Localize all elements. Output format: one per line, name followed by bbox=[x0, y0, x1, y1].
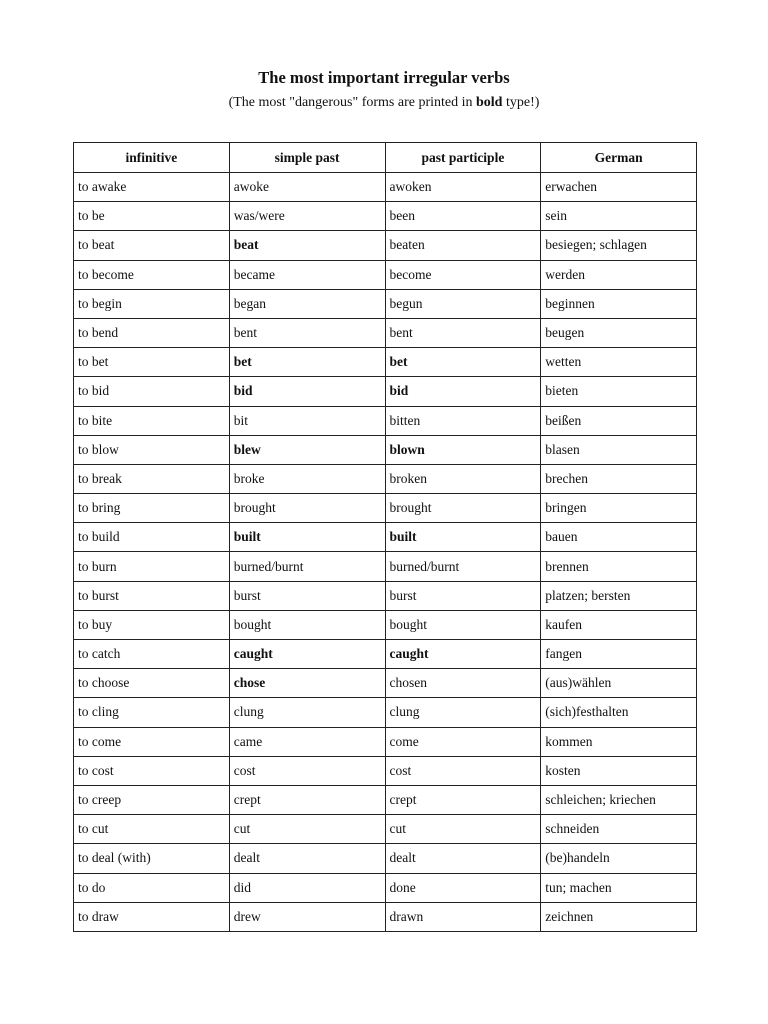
past-participle-cell: bought bbox=[385, 610, 541, 639]
past-participle-cell: clung bbox=[385, 698, 541, 727]
german-cell: bringen bbox=[541, 494, 697, 523]
table-row bbox=[74, 552, 697, 581]
simple-past-cell: bid bbox=[229, 377, 385, 406]
subtitle-text-before: (The most "dangerous" forms are printed in bbox=[228, 95, 476, 110]
german-cell: wetten bbox=[541, 348, 697, 377]
german-cell: bieten bbox=[541, 377, 697, 406]
table-row bbox=[74, 523, 697, 552]
simple-past-cell: awoke bbox=[229, 173, 385, 202]
german-cell: kommen bbox=[541, 727, 697, 756]
table-row bbox=[74, 669, 697, 698]
column-header-simple-past: simple past bbox=[229, 143, 385, 173]
german-cell: (be)handeln bbox=[541, 844, 697, 873]
simple-past-cell: cost bbox=[229, 756, 385, 785]
past-participle-cell: cost bbox=[385, 756, 541, 785]
german-cell: brechen bbox=[541, 464, 697, 493]
simple-past-cell: began bbox=[229, 289, 385, 318]
infinitive-cell: to do bbox=[74, 873, 230, 902]
infinitive-cell: to cling bbox=[74, 698, 230, 727]
infinitive-cell: to build bbox=[74, 523, 230, 552]
past-participle-cell: crept bbox=[385, 785, 541, 814]
infinitive-cell: to begin bbox=[74, 289, 230, 318]
infinitive-cell: to bite bbox=[74, 406, 230, 435]
infinitive-cell: to awake bbox=[74, 173, 230, 202]
column-header-past-participle: past participle bbox=[385, 143, 541, 173]
past-participle-cell: burst bbox=[385, 581, 541, 610]
page-subtitle bbox=[0, 95, 768, 111]
infinitive-cell: to beat bbox=[74, 231, 230, 260]
past-participle-cell: come bbox=[385, 727, 541, 756]
simple-past-cell: burned/burnt bbox=[229, 552, 385, 581]
simple-past-cell: bet bbox=[229, 348, 385, 377]
german-cell: brennen bbox=[541, 552, 697, 581]
infinitive-cell: to break bbox=[74, 464, 230, 493]
infinitive-cell: to blow bbox=[74, 435, 230, 464]
past-participle-cell: been bbox=[385, 202, 541, 231]
table-row bbox=[74, 844, 697, 873]
german-cell: schneiden bbox=[541, 815, 697, 844]
table-row bbox=[74, 873, 697, 902]
german-cell: tun; machen bbox=[541, 873, 697, 902]
infinitive-cell: to be bbox=[74, 202, 230, 231]
german-cell: beißen bbox=[541, 406, 697, 435]
infinitive-cell: to cut bbox=[74, 815, 230, 844]
simple-past-cell: burst bbox=[229, 581, 385, 610]
german-cell: fangen bbox=[541, 640, 697, 669]
simple-past-cell: bent bbox=[229, 318, 385, 347]
past-participle-cell: drawn bbox=[385, 902, 541, 931]
german-cell: kosten bbox=[541, 756, 697, 785]
table-row bbox=[74, 231, 697, 260]
past-participle-cell: awoken bbox=[385, 173, 541, 202]
table-row bbox=[74, 435, 697, 464]
past-participle-cell: built bbox=[385, 523, 541, 552]
past-participle-cell: beaten bbox=[385, 231, 541, 260]
german-cell: (sich)festhalten bbox=[541, 698, 697, 727]
past-participle-cell: cut bbox=[385, 815, 541, 844]
past-participle-cell: bet bbox=[385, 348, 541, 377]
simple-past-cell: caught bbox=[229, 640, 385, 669]
table-row bbox=[74, 785, 697, 814]
table-body bbox=[74, 173, 697, 932]
infinitive-cell: to draw bbox=[74, 902, 230, 931]
simple-past-cell: crept bbox=[229, 785, 385, 814]
past-participle-cell: bitten bbox=[385, 406, 541, 435]
simple-past-cell: was/were bbox=[229, 202, 385, 231]
page-title: The most important irregular verbs bbox=[258, 68, 510, 87]
infinitive-cell: to bring bbox=[74, 494, 230, 523]
simple-past-cell: clung bbox=[229, 698, 385, 727]
table-row bbox=[74, 348, 697, 377]
table-row bbox=[74, 756, 697, 785]
table-row bbox=[74, 464, 697, 493]
simple-past-cell: bit bbox=[229, 406, 385, 435]
simple-past-cell: blew bbox=[229, 435, 385, 464]
infinitive-cell: to burst bbox=[74, 581, 230, 610]
table-row bbox=[74, 406, 697, 435]
german-cell: beugen bbox=[541, 318, 697, 347]
past-participle-cell: done bbox=[385, 873, 541, 902]
simple-past-cell: came bbox=[229, 727, 385, 756]
past-participle-cell: blown bbox=[385, 435, 541, 464]
table-row bbox=[74, 289, 697, 318]
simple-past-cell: beat bbox=[229, 231, 385, 260]
past-participle-cell: begun bbox=[385, 289, 541, 318]
german-cell: werden bbox=[541, 260, 697, 289]
infinitive-cell: to catch bbox=[74, 640, 230, 669]
past-participle-cell: dealt bbox=[385, 844, 541, 873]
infinitive-cell: to buy bbox=[74, 610, 230, 639]
past-participle-cell: broken bbox=[385, 464, 541, 493]
table-row bbox=[74, 581, 697, 610]
past-participle-cell: bent bbox=[385, 318, 541, 347]
past-participle-cell: chosen bbox=[385, 669, 541, 698]
past-participle-cell: become bbox=[385, 260, 541, 289]
simple-past-cell: cut bbox=[229, 815, 385, 844]
irregular-verbs-table bbox=[73, 142, 697, 932]
simple-past-cell: brought bbox=[229, 494, 385, 523]
column-header-infinitive: infinitive bbox=[74, 143, 230, 173]
subtitle-text-after: type!) bbox=[502, 95, 540, 110]
simple-past-cell: chose bbox=[229, 669, 385, 698]
table-row bbox=[74, 727, 697, 756]
infinitive-cell: to cost bbox=[74, 756, 230, 785]
table-row bbox=[74, 494, 697, 523]
infinitive-cell: to burn bbox=[74, 552, 230, 581]
german-cell: besiegen; schlagen bbox=[541, 231, 697, 260]
infinitive-cell: to choose bbox=[74, 669, 230, 698]
table-row bbox=[74, 377, 697, 406]
past-participle-cell: brought bbox=[385, 494, 541, 523]
table-row bbox=[74, 318, 697, 347]
infinitive-cell: to bet bbox=[74, 348, 230, 377]
infinitive-cell: to bend bbox=[74, 318, 230, 347]
german-cell: kaufen bbox=[541, 610, 697, 639]
infinitive-cell: to become bbox=[74, 260, 230, 289]
table-row bbox=[74, 610, 697, 639]
german-cell: (aus)wählen bbox=[541, 669, 697, 698]
table-row bbox=[74, 260, 697, 289]
infinitive-cell: to creep bbox=[74, 785, 230, 814]
german-cell: zeichnen bbox=[541, 902, 697, 931]
table-row bbox=[74, 173, 697, 202]
simple-past-cell: became bbox=[229, 260, 385, 289]
german-cell: bauen bbox=[541, 523, 697, 552]
simple-past-cell: did bbox=[229, 873, 385, 902]
german-cell: schleichen; kriechen bbox=[541, 785, 697, 814]
simple-past-cell: dealt bbox=[229, 844, 385, 873]
past-participle-cell: burned/burnt bbox=[385, 552, 541, 581]
table-header-row bbox=[74, 143, 697, 173]
column-header-german: German bbox=[541, 143, 697, 173]
german-cell: beginnen bbox=[541, 289, 697, 318]
past-participle-cell: caught bbox=[385, 640, 541, 669]
table-row bbox=[74, 698, 697, 727]
infinitive-cell: to bid bbox=[74, 377, 230, 406]
simple-past-cell: drew bbox=[229, 902, 385, 931]
german-cell: sein bbox=[541, 202, 697, 231]
german-cell: blasen bbox=[541, 435, 697, 464]
simple-past-cell: built bbox=[229, 523, 385, 552]
infinitive-cell: to come bbox=[74, 727, 230, 756]
subtitle-bold-word: bold bbox=[476, 95, 503, 110]
infinitive-cell: to deal (with) bbox=[74, 844, 230, 873]
simple-past-cell: broke bbox=[229, 464, 385, 493]
past-participle-cell: bid bbox=[385, 377, 541, 406]
german-cell: erwachen bbox=[541, 173, 697, 202]
table-row bbox=[74, 640, 697, 669]
table-row bbox=[74, 202, 697, 231]
simple-past-cell: bought bbox=[229, 610, 385, 639]
table-row bbox=[74, 815, 697, 844]
german-cell: platzen; bersten bbox=[541, 581, 697, 610]
table-row bbox=[74, 902, 697, 931]
